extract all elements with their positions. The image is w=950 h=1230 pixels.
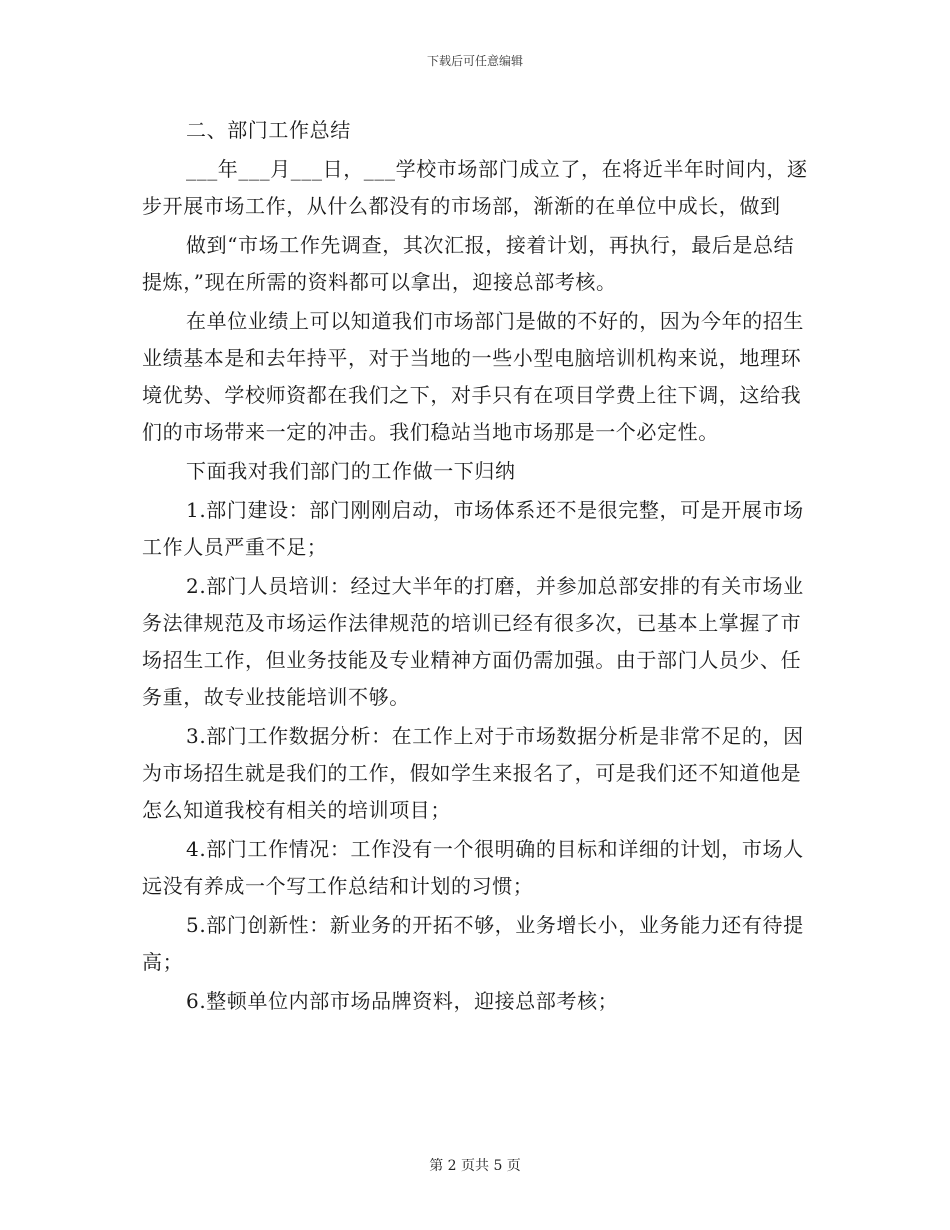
list-item: 2.部门人员培训：经过大半年的打磨，并参加总部安排的有关市场业务法律规范及市场运作法律规范的培训已经有很多次，已基本上掌握了市场招生工作，但业务技能及专业精神方面仍需加强。由于部门人员少、任务重，故专业技能培训不够。: [142, 574, 804, 709]
list-item: 6.整顿单位内部市场品牌资料，迎接总部考核；: [186, 989, 619, 1013]
list-item: 5.部门创新性：新业务的开拓不够，业务增长小，业务能力还有待提高；: [142, 913, 804, 974]
paragraph: ___年___月___日，___学校市场部门成立了，在将近半年时间内，逐步开展市场工作，从什么都没有的市场部，渐渐的在单位中成长，做到: [142, 157, 808, 218]
list-item: 4.部门工作情况：工作没有一个很明确的目标和详细的计划，市场人远没有养成一个写工作总结和计划的习惯；: [142, 837, 804, 898]
paragraph: 做到“市场工作先调查，其次汇报，接着计划，再执行，最后是总结提炼，”现在所需的资料都可以拿出，迎接总部考核。: [142, 233, 795, 294]
page-header: 下载后可任意编辑: [426, 54, 523, 68]
list-item: 1.部门建设：部门刚刚启动，市场体系还不是很完整，可是开展市场工作人员严重不足；: [142, 498, 804, 559]
page-footer: 第 2 页共 5 页: [429, 1158, 521, 1174]
document-body: [142, 112, 808, 1022]
paragraph: 下面我对我们部门的工作做一下归纳: [186, 459, 516, 483]
paragraph: 在单位业绩上可以知道我们市场部门是做的不好的，因为今年的招生业绩基本是和去年持平，对于当地的一些小型电脑培训机构来说，地理环境优势、学校师资都在我们之下，对手只有在项目学费上往下调，这给我们的市场带来一定的冲击。我们稳站当地市场那是一个必定性。: [142, 309, 804, 444]
list-item: 3.部门工作数据分析：在工作上对于市场数据分析是非常不足的，因为市场招生就是我们的工作，假如学生来报名了，可是我们还不知道他是怎么知道我校有相关的培训项目；: [142, 724, 804, 822]
section-heading: 二、部门工作总结: [186, 118, 351, 142]
